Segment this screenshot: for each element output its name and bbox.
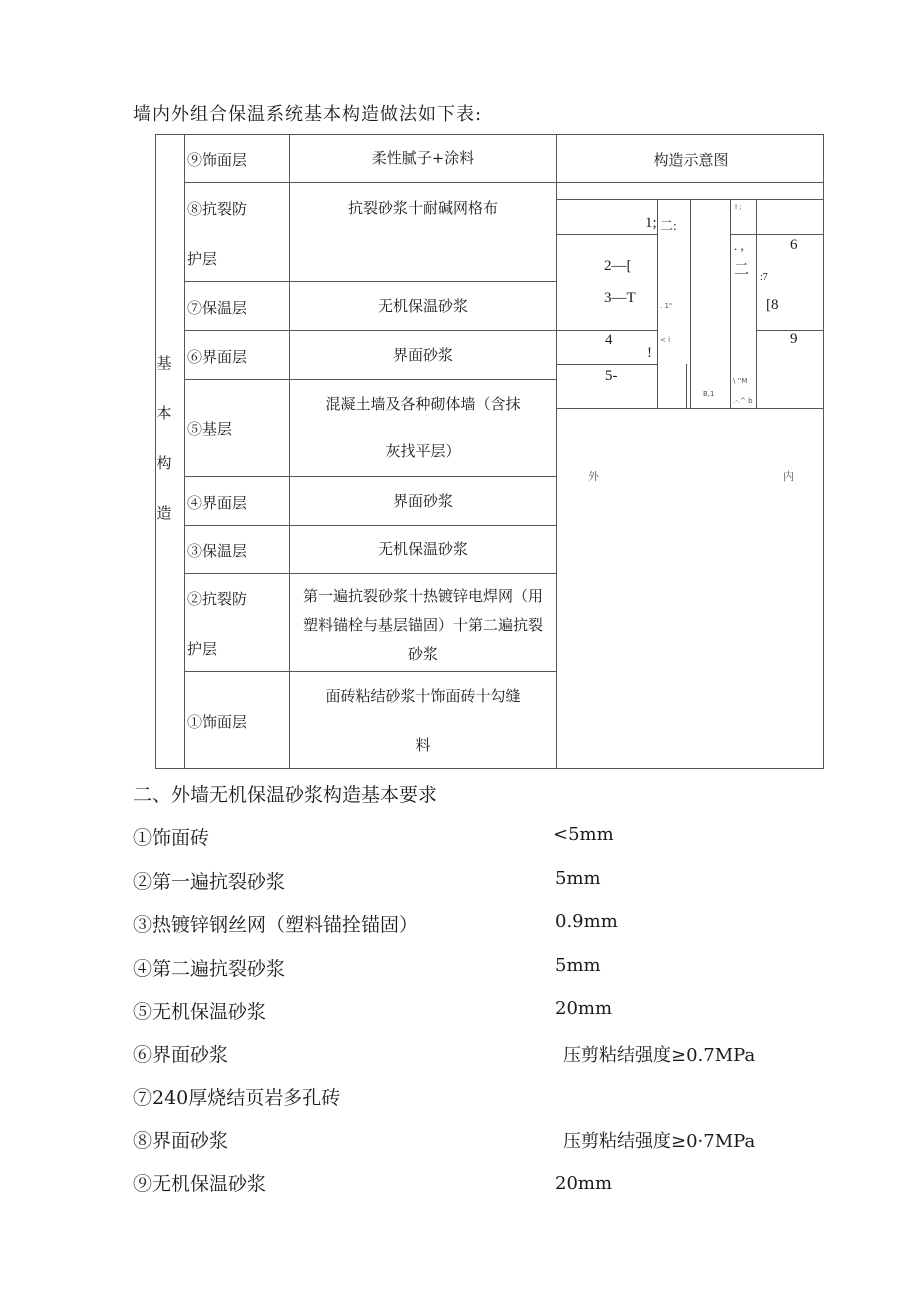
diagram-header: 构造示意图: [653, 151, 729, 169]
layer-6-label: ⑥界面层: [187, 348, 248, 366]
diagram-mark-1b: 二:: [660, 218, 677, 233]
req-item-2: ②第一遍抗裂砂浆: [133, 871, 286, 893]
layer-8-label-b: 护层: [187, 250, 218, 268]
req-value-1: <5mm: [553, 824, 614, 845]
req-item-3: ③热镀锌钢丝网（塑料锚拴锚固）: [133, 914, 419, 936]
layer-3-desc: 无机保温砂浆: [377, 540, 468, 558]
layer-4-desc: 界面砂浆: [392, 492, 453, 510]
req-item-6: ⑥界面砂浆: [133, 1044, 229, 1066]
layer-2-desc-b: 塑料锚栓与基层锚固）十第二遍抗裂: [302, 616, 543, 634]
req-value-6: 压剪粘结强度≥0.7MPa: [563, 1045, 756, 1066]
side-label-4: 造: [156, 504, 172, 522]
layer-6-desc: 界面砂浆: [392, 346, 453, 364]
layer-1-desc-a: 面砖粘结砂浆十饰面砖十勾缝: [325, 687, 521, 705]
req-item-4: ④第二遍抗裂砂浆: [133, 958, 286, 980]
diagram-inner-label: 内: [783, 470, 794, 483]
diagram-mark-4b: !: [647, 345, 652, 361]
diagram-num-1: 1;: [645, 215, 657, 231]
diagram-tiny-6: I ;: [735, 203, 742, 211]
req-item-8: ⑧界面砂浆: [133, 1130, 229, 1152]
layer-5-desc-b: 灰找平层）: [385, 442, 461, 460]
diagram-num-8: [8: [766, 297, 779, 313]
layer-2-desc-c: 砂浆: [407, 645, 438, 663]
diagram-tiny-2: < i: [660, 336, 671, 344]
req-value-5: 20mm: [555, 998, 613, 1019]
diagram-num-5: 5-: [605, 368, 618, 384]
req-value-2: 5mm: [555, 868, 601, 889]
diagram-num-6: 6: [790, 237, 798, 253]
diagram-num-9: 9: [790, 331, 798, 347]
intro-text: 墙内外组合保温系统基本构造做法如下表:: [133, 104, 483, 125]
side-label-2: 本: [156, 404, 172, 422]
req-item-1: ①饰面砖: [133, 827, 210, 849]
req-item-9: ⑨无机保温砂浆: [133, 1173, 267, 1195]
layer-9-desc: 柔性腻子+涂料: [371, 149, 475, 167]
layer-9-label: ⑨饰面层: [187, 151, 248, 169]
layer-8-desc: 抗裂砂浆十耐碱网格布: [347, 199, 498, 217]
diagram-tiny-4: \ ''M: [733, 377, 748, 385]
layer-7-label: ⑦保温层: [187, 299, 248, 317]
diagram-tiny-1: . 1": [660, 302, 673, 310]
diagram-num-7: :7: [760, 272, 768, 283]
diagram-num-3: 3—T: [604, 290, 636, 306]
layer-2-label-b: 护层: [187, 640, 218, 658]
layer-2-desc-a: 第一遍抗裂砂浆十热镀锌电焊网（用: [302, 587, 543, 605]
diagram-tiny-5: .-.^ b: [733, 397, 753, 405]
side-label-1: 基: [156, 354, 172, 372]
req-value-4: 5mm: [555, 955, 601, 976]
layer-4-label: ④界面层: [187, 494, 248, 512]
layer-1-desc-b: 料: [415, 736, 431, 754]
diagram-outer-label: 外: [588, 470, 599, 483]
req-value-9: 20mm: [555, 1173, 613, 1194]
layer-8-label-a: ⑧抗裂防: [187, 200, 248, 218]
side-label-3: 构: [156, 454, 172, 472]
layer-7-desc: 无机保温砂浆: [377, 297, 468, 315]
layer-3-label: ③保温层: [187, 542, 248, 560]
diagram-mark-er: 二: [734, 262, 750, 278]
req-value-8: 压剪粘结强度≥0·7MPa: [563, 1131, 756, 1152]
layer-1-label: ①饰面层: [187, 713, 248, 731]
req-item-7: ⑦240厚烧结页岩多孔砖: [133, 1087, 341, 1109]
diagram-mark-comma: . ,: [734, 238, 744, 253]
layer-5-desc-a: 混凝土墙及各种砌体墙（含抹: [325, 395, 521, 413]
section-title: 二、外墙无机保温砂浆构造基本要求: [133, 784, 438, 806]
diagram-num-4: 4: [605, 332, 613, 348]
diagram-tiny-3: B,1: [703, 390, 715, 398]
req-item-5: ⑤无机保温砂浆: [133, 1001, 267, 1023]
req-value-3: 0.9mm: [555, 911, 618, 932]
layer-5-label: ⑤基层: [187, 420, 233, 438]
layer-2-label-a: ②抗裂防: [187, 590, 248, 608]
diagram-num-2: 2—[: [604, 258, 632, 274]
